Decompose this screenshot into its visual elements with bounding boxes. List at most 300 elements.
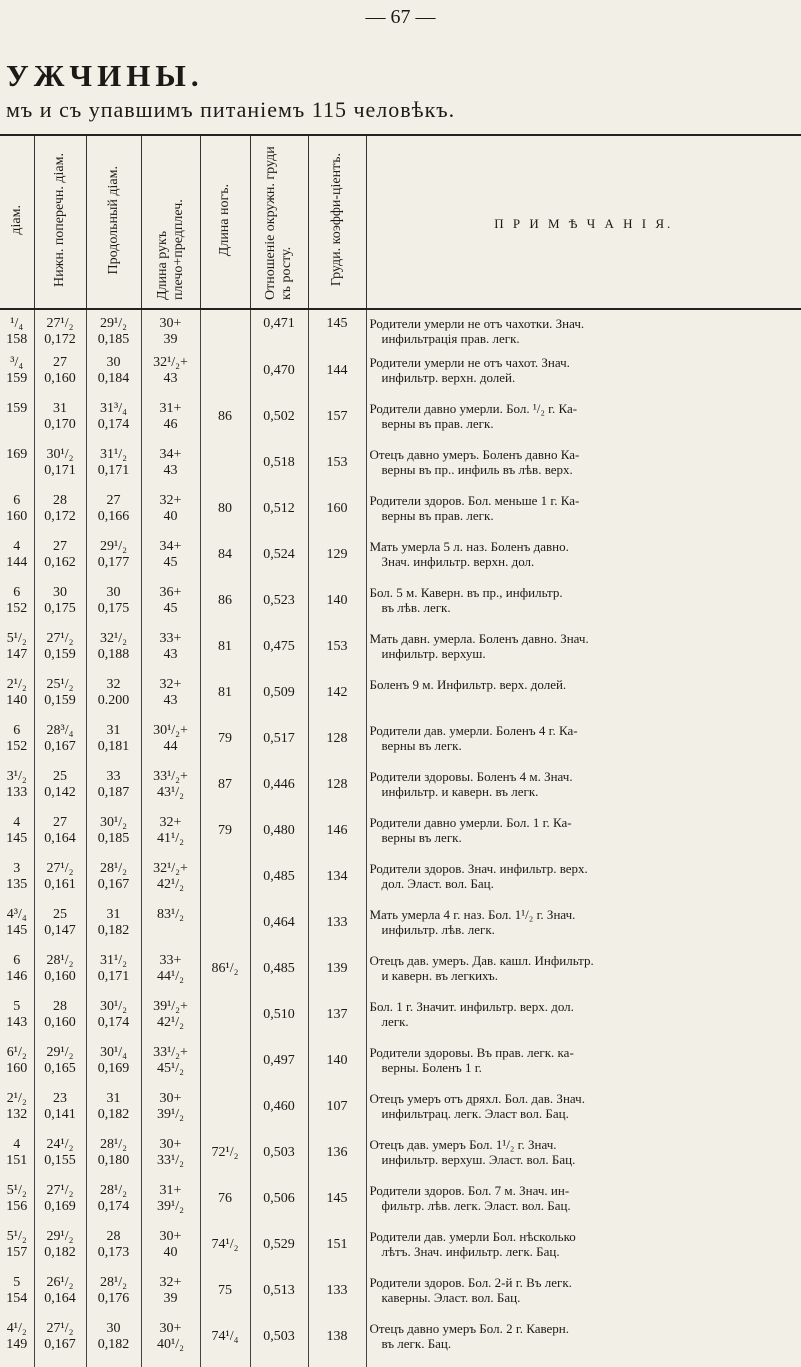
- cell-value: 0,159: [35, 647, 86, 663]
- cell-col-1: [34, 723, 86, 769]
- cell-col-1: [34, 953, 86, 999]
- cell-value: 0,160: [35, 969, 86, 985]
- note-line: Родители здоровы. Въ прав. легк. ка-: [370, 1045, 801, 1060]
- cell-note: [366, 401, 801, 447]
- cell-value: 160: [0, 1061, 34, 1077]
- note-line: въ лѣв. легк.: [370, 600, 801, 615]
- cell-value: 30: [87, 355, 141, 371]
- cell-col-0: [0, 677, 34, 723]
- cell-value: 4³/₄: [0, 907, 34, 923]
- cell-value: 33+: [142, 631, 200, 647]
- cell-value: 36+: [142, 585, 200, 601]
- cell-col-3: [141, 815, 200, 861]
- cell-value: 44¹/₂: [142, 969, 200, 985]
- cell-col-4: 72¹/₂: [200, 1137, 250, 1183]
- note-line: Родители дав. умерли Бол. нѣсколько: [370, 1229, 801, 1244]
- cell-col-2: [86, 493, 141, 539]
- cell-value: 27¹/₂: [35, 631, 86, 647]
- note-line: Родители дав. умерли. Боленъ 4 г. Ка-: [370, 723, 801, 738]
- cell-value: 33+: [142, 953, 200, 969]
- cell-value: 23: [35, 1091, 86, 1107]
- cell-col-5: 0,460: [250, 1091, 308, 1137]
- cell-col-6: 129: [308, 539, 366, 585]
- cell-col-6: 137: [308, 999, 366, 1045]
- cell-col-4: 84: [200, 539, 250, 585]
- note-line: Родители здоров. Бол. 7 м. Знач. ин-: [370, 1183, 801, 1198]
- cell-value: 29¹/₂: [87, 539, 141, 555]
- cell-value: 26¹/₂: [35, 1275, 86, 1291]
- cell-col-4: [200, 907, 250, 953]
- cell-value: ³/₄: [0, 355, 34, 371]
- cell-col-1: [34, 1091, 86, 1137]
- note-line: верны въ прав. легк.: [370, 416, 801, 431]
- cell-col-1: [34, 769, 86, 815]
- cell-col-2: [86, 1229, 141, 1275]
- cell-value: 0,174: [87, 417, 141, 433]
- cell-value: 169: [0, 447, 34, 463]
- cell-value: 40: [142, 509, 200, 525]
- cell-col-2: [86, 723, 141, 769]
- cell-col-5: 0,513: [250, 1275, 308, 1321]
- header-col-3: Длина рукъ плечо+предплеч.: [141, 135, 200, 309]
- note-line: Отецъ умеръ отъ дряхл. Бол. дав. Знач.: [370, 1091, 801, 1106]
- cell-col-6: 145: [308, 309, 366, 355]
- page-subtitle: мъ и съ упавшимъ питаніемъ 115 человѣкъ.: [6, 97, 455, 123]
- cell-col-3: [141, 723, 200, 769]
- cell-value: 45: [142, 555, 200, 571]
- cell-col-2: [86, 309, 141, 355]
- cell-value: 39¹/₂: [142, 1107, 200, 1123]
- cell-value: 152: [0, 601, 34, 617]
- cell-note: [366, 309, 801, 355]
- table-row: [0, 1045, 801, 1091]
- cell-col-5: 0,470: [250, 355, 308, 401]
- cell-col-6: 128: [308, 723, 366, 769]
- table-header: [0, 135, 801, 309]
- cell-col-0: [0, 1321, 34, 1367]
- cell-col-1: [34, 539, 86, 585]
- note-line: Отецъ дав. умеръ. Дав. кашл. Инфильтр.: [370, 953, 801, 968]
- cell-value: 34+: [142, 447, 200, 463]
- note-line: Боленъ 9 м. Инфильтр. верх. долей.: [370, 677, 801, 692]
- cell-col-5: 0,446: [250, 769, 308, 815]
- cell-value: 0,182: [87, 923, 141, 939]
- cell-value: 39: [142, 1291, 200, 1307]
- cell-value: 40: [142, 1245, 200, 1261]
- cell-value: 144: [0, 555, 34, 571]
- cell-col-5: 0,529: [250, 1229, 308, 1275]
- cell-value: 157: [0, 1245, 34, 1261]
- note-line: Отецъ давно умеръ Бол. 2 г. Каверн.: [370, 1321, 801, 1336]
- cell-col-2: [86, 1045, 141, 1091]
- cell-value: 32: [87, 677, 141, 693]
- cell-value: 28¹/₂: [87, 1183, 141, 1199]
- cell-col-3: [141, 953, 200, 999]
- header-notes: П Р И М Ѣ Ч А Н І Я.: [366, 135, 801, 309]
- note-line: Родители здоров. Знач. инфильтр. верх.: [370, 861, 801, 876]
- cell-value: 2¹/₂: [0, 677, 34, 693]
- cell-col-5: 0,509: [250, 677, 308, 723]
- page-title: УЖЧИНЫ.: [6, 58, 204, 94]
- cell-note: [366, 907, 801, 953]
- cell-value: 39¹/₂+: [142, 999, 200, 1015]
- cell-col-1: [34, 861, 86, 907]
- cell-col-4: 75: [200, 1275, 250, 1321]
- cell-value: 0,159: [35, 693, 86, 709]
- cell-value: 0,171: [87, 969, 141, 985]
- cell-value: 158: [0, 332, 34, 348]
- cell-value: ¹/₄: [0, 316, 34, 332]
- note-line: Мать умерла 4 г. наз. Бол. 1¹/₂ г. Знач.: [370, 907, 801, 922]
- cell-value: 33¹/₂+: [142, 769, 200, 785]
- cell-value: 4: [0, 815, 34, 831]
- cell-note: [366, 1045, 801, 1091]
- cell-value: 27: [35, 539, 86, 555]
- cell-value: 30¹/₂: [35, 447, 86, 463]
- cell-value: 0,175: [87, 601, 141, 617]
- cell-value: 0,175: [35, 601, 86, 617]
- cell-col-3: [141, 861, 200, 907]
- cell-note: [366, 539, 801, 585]
- cell-value: 27: [35, 355, 86, 371]
- cell-col-6: 146: [308, 815, 366, 861]
- cell-col-3: [141, 1229, 200, 1275]
- table-row: [0, 309, 801, 355]
- cell-col-4: [200, 355, 250, 401]
- cell-value: 0,177: [87, 555, 141, 571]
- cell-value: 39: [142, 332, 200, 348]
- cell-col-3: [141, 309, 200, 355]
- table-row: [0, 815, 801, 861]
- cell-col-0: [0, 631, 34, 677]
- header-col-0: діам.: [0, 135, 34, 309]
- cell-value: 159: [0, 401, 34, 417]
- cell-col-4: 86¹/₂: [200, 953, 250, 999]
- cell-value: 0,182: [35, 1245, 86, 1261]
- cell-value: 25: [35, 769, 86, 785]
- cell-value: 24¹/₂: [35, 1137, 86, 1153]
- cell-col-5: 0,503: [250, 1321, 308, 1367]
- cell-col-6: 140: [308, 1045, 366, 1091]
- cell-col-4: 80: [200, 493, 250, 539]
- cell-value: 32¹/₂+: [142, 861, 200, 877]
- table-row: [0, 401, 801, 447]
- cell-value: 43¹/₂: [142, 785, 200, 801]
- note-line: верны въ пр.. инфиль въ лѣв. верх.: [370, 462, 801, 477]
- cell-col-5: 0,502: [250, 401, 308, 447]
- table-row: [0, 1275, 801, 1321]
- cell-value: 28: [35, 999, 86, 1015]
- cell-value: 27¹/₂: [35, 1321, 86, 1337]
- cell-note: [366, 631, 801, 677]
- note-line: верны. Боленъ 1 г.: [370, 1060, 801, 1075]
- cell-value: 30¹/₂: [87, 999, 141, 1015]
- cell-col-2: [86, 539, 141, 585]
- table-row: [0, 631, 801, 677]
- cell-col-0: [0, 999, 34, 1045]
- cell-value: 2¹/₂: [0, 1091, 34, 1107]
- note-line: инфильтр. верхуш.: [370, 646, 801, 661]
- cell-value: 33¹/₂+: [142, 1045, 200, 1061]
- header-col-1: Нижн. поперечн. діам.: [34, 135, 86, 309]
- cell-value: 30+: [142, 1321, 200, 1337]
- cell-col-4: 87: [200, 769, 250, 815]
- cell-value: 83¹/₂: [142, 907, 200, 923]
- cell-col-2: [86, 1137, 141, 1183]
- cell-note: [366, 815, 801, 861]
- cell-value: 0,174: [87, 1015, 141, 1031]
- cell-col-6: 139: [308, 953, 366, 999]
- cell-value: 140: [0, 693, 34, 709]
- cell-value: 28: [87, 1229, 141, 1245]
- note-line: каверны. Эласт. вол. Бац.: [370, 1290, 801, 1305]
- note-line: Знач. инфильтр. верхн. дол.: [370, 554, 801, 569]
- cell-col-5: 0,510: [250, 999, 308, 1045]
- cell-value: 30¹/₂: [87, 815, 141, 831]
- note-line: Родители здоров. Бол. 2-й г. Въ легк.: [370, 1275, 801, 1290]
- cell-value: 31+: [142, 401, 200, 417]
- cell-value: 32+: [142, 493, 200, 509]
- cell-col-3: [141, 631, 200, 677]
- cell-value: 0,161: [35, 877, 86, 893]
- note-line: Родители давно умерли. Бол. ¹/₂ г. Ка-: [370, 401, 801, 416]
- note-line: инфильтр. верхуш. Эласт. вол. Бац.: [370, 1152, 801, 1167]
- cell-value: 133: [0, 785, 34, 801]
- cell-col-4: [200, 1091, 250, 1137]
- cell-col-0: [0, 769, 34, 815]
- table-row: [0, 1137, 801, 1183]
- cell-value: 146: [0, 969, 34, 985]
- cell-value: 0,184: [87, 371, 141, 387]
- cell-value: 27: [35, 815, 86, 831]
- cell-note: [366, 1275, 801, 1321]
- note-line: Родители здоров. Бол. меньше 1 г. Ка-: [370, 493, 801, 508]
- cell-col-1: [34, 907, 86, 953]
- cell-note: [366, 585, 801, 631]
- cell-col-2: [86, 631, 141, 677]
- cell-value: 0,166: [87, 509, 141, 525]
- cell-value: 43: [142, 647, 200, 663]
- note-line: Родители здоровы. Боленъ 4 м. Знач.: [370, 769, 801, 784]
- cell-value: 159: [0, 371, 34, 387]
- cell-value: 28¹/₂: [87, 1137, 141, 1153]
- cell-value: 5: [0, 1275, 34, 1291]
- cell-value: 6¹/₂: [0, 1045, 34, 1061]
- cell-value: 6: [0, 493, 34, 509]
- cell-value: 25¹/₂: [35, 677, 86, 693]
- cell-col-6: 140: [308, 585, 366, 631]
- cell-col-4: [200, 309, 250, 355]
- note-line: Мать давн. умерла. Боленъ давно. Знач.: [370, 631, 801, 646]
- cell-col-1: [34, 585, 86, 631]
- cell-col-2: [86, 1321, 141, 1367]
- cell-value: 151: [0, 1153, 34, 1169]
- table-row: [0, 539, 801, 585]
- cell-col-0: [0, 1183, 34, 1229]
- note-line: инфильтр. лѣв. легк.: [370, 922, 801, 937]
- cell-value: 27¹/₂: [35, 1183, 86, 1199]
- cell-col-1: [34, 355, 86, 401]
- cell-value: 27: [87, 493, 141, 509]
- cell-col-2: [86, 815, 141, 861]
- cell-value: 28¹/₂: [35, 953, 86, 969]
- cell-value: 30+: [142, 1137, 200, 1153]
- cell-col-6: 153: [308, 631, 366, 677]
- cell-col-3: [141, 769, 200, 815]
- cell-col-5: 0,503: [250, 1137, 308, 1183]
- note-line: Родители умерли не отъ чахотки. Знач.: [370, 316, 801, 331]
- cell-col-0: [0, 861, 34, 907]
- cell-col-0: [0, 447, 34, 493]
- header-col-6: Груди. коэффи-ціентъ.: [308, 135, 366, 309]
- cell-col-2: [86, 861, 141, 907]
- cell-value: 31: [35, 401, 86, 417]
- cell-col-6: 151: [308, 1229, 366, 1275]
- cell-value: 31: [87, 907, 141, 923]
- cell-value: 44: [142, 739, 200, 755]
- cell-value: 149: [0, 1337, 34, 1353]
- cell-col-5: 0,524: [250, 539, 308, 585]
- cell-col-3: [141, 1275, 200, 1321]
- table-row: [0, 907, 801, 953]
- cell-col-4: 79: [200, 815, 250, 861]
- cell-value: 132: [0, 1107, 34, 1123]
- cell-col-4: [200, 861, 250, 907]
- cell-note: [366, 723, 801, 769]
- cell-value: 0,172: [35, 509, 86, 525]
- cell-value: 43: [142, 463, 200, 479]
- cell-col-6: 145: [308, 1183, 366, 1229]
- cell-col-3: [141, 907, 200, 953]
- cell-note: [366, 1091, 801, 1137]
- cell-col-3: [141, 999, 200, 1045]
- cell-col-0: [0, 1275, 34, 1321]
- cell-value: 0,164: [35, 1291, 86, 1307]
- cell-value: 0,174: [87, 1199, 141, 1215]
- cell-value: 30: [87, 585, 141, 601]
- cell-value: 135: [0, 877, 34, 893]
- cell-col-2: [86, 677, 141, 723]
- cell-value: 46: [142, 417, 200, 433]
- cell-col-5: 0,485: [250, 861, 308, 907]
- table-row: [0, 1183, 801, 1229]
- cell-value: 0,155: [35, 1153, 86, 1169]
- cell-col-4: 76: [200, 1183, 250, 1229]
- cell-col-1: [34, 447, 86, 493]
- cell-value: 0,167: [35, 1337, 86, 1353]
- cell-value: 0,187: [87, 785, 141, 801]
- cell-col-4: 81: [200, 677, 250, 723]
- cell-value: 30+: [142, 1229, 200, 1245]
- cell-value: 30+: [142, 316, 200, 332]
- cell-col-0: [0, 1045, 34, 1091]
- cell-col-6: 142: [308, 677, 366, 723]
- cell-col-4: 74¹/₄: [200, 1321, 250, 1367]
- table-row: [0, 999, 801, 1045]
- cell-value: 29¹/₂: [35, 1045, 86, 1061]
- note-line: и каверн. въ легкихъ.: [370, 968, 801, 983]
- note-line: лѣтъ. Знач. инфильтр. легк. Бац.: [370, 1244, 801, 1259]
- cell-value: 0,180: [87, 1153, 141, 1169]
- note-line: инфильтр. и каверн. въ легк.: [370, 784, 801, 799]
- cell-value: 0,164: [35, 831, 86, 847]
- cell-value: 30: [87, 1321, 141, 1337]
- cell-col-6: 107: [308, 1091, 366, 1137]
- cell-col-1: [34, 999, 86, 1045]
- table-row: [0, 355, 801, 401]
- cell-value: 5¹/₂: [0, 631, 34, 647]
- cell-value: 27¹/₂: [35, 316, 86, 332]
- measurements-table: [0, 134, 801, 1367]
- cell-value: 0,176: [87, 1291, 141, 1307]
- cell-note: [366, 999, 801, 1045]
- cell-note: [366, 1183, 801, 1229]
- note-line: инфильтрація прав. легк.: [370, 331, 801, 346]
- cell-value: 4: [0, 1137, 34, 1153]
- cell-col-6: 134: [308, 861, 366, 907]
- cell-col-1: [34, 1045, 86, 1091]
- cell-col-1: [34, 493, 86, 539]
- cell-col-4: 81: [200, 631, 250, 677]
- note-line: въ легк. Бац.: [370, 1336, 801, 1351]
- cell-value: 0,185: [87, 332, 141, 348]
- cell-value: 0,173: [87, 1245, 141, 1261]
- cell-value: 0,172: [35, 332, 86, 348]
- cell-col-1: [34, 815, 86, 861]
- cell-col-5: 0,480: [250, 815, 308, 861]
- cell-col-2: [86, 401, 141, 447]
- cell-col-0: [0, 355, 34, 401]
- cell-value: 0.200: [87, 693, 141, 709]
- cell-value: 42¹/₂: [142, 1015, 200, 1031]
- cell-value: 143: [0, 1015, 34, 1031]
- cell-col-1: [34, 1183, 86, 1229]
- cell-value: 30¹/₄: [87, 1045, 141, 1061]
- cell-col-0: [0, 907, 34, 953]
- table-row: [0, 769, 801, 815]
- header-col-4: Длина ногъ.: [200, 135, 250, 309]
- cell-value: 32¹/₂: [87, 631, 141, 647]
- note-line: верны въ прав. легк.: [370, 508, 801, 523]
- table-row: [0, 1091, 801, 1137]
- cell-value: 0,170: [35, 417, 86, 433]
- cell-col-2: [86, 907, 141, 953]
- cell-col-3: [141, 1045, 200, 1091]
- table-row: [0, 1229, 801, 1275]
- cell-col-0: [0, 723, 34, 769]
- cell-col-0: [0, 309, 34, 355]
- cell-col-5: 0,475: [250, 631, 308, 677]
- note-line: верны въ легк.: [370, 738, 801, 753]
- cell-value: 5¹/₂: [0, 1183, 34, 1199]
- cell-col-2: [86, 1275, 141, 1321]
- cell-value: 147: [0, 647, 34, 663]
- table-row: [0, 1321, 801, 1367]
- cell-value: 3¹/₂: [0, 769, 34, 785]
- cell-value: 32+: [142, 1275, 200, 1291]
- cell-value: 28¹/₂: [87, 861, 141, 877]
- cell-col-3: [141, 1091, 200, 1137]
- cell-value: 0,160: [35, 371, 86, 387]
- cell-value: 0,188: [87, 647, 141, 663]
- cell-note: [366, 861, 801, 907]
- cell-value: 0,169: [87, 1061, 141, 1077]
- cell-col-6: 138: [308, 1321, 366, 1367]
- cell-col-5: 0,512: [250, 493, 308, 539]
- table-row: [0, 585, 801, 631]
- cell-value: 43: [142, 371, 200, 387]
- note-line: легк.: [370, 1014, 801, 1029]
